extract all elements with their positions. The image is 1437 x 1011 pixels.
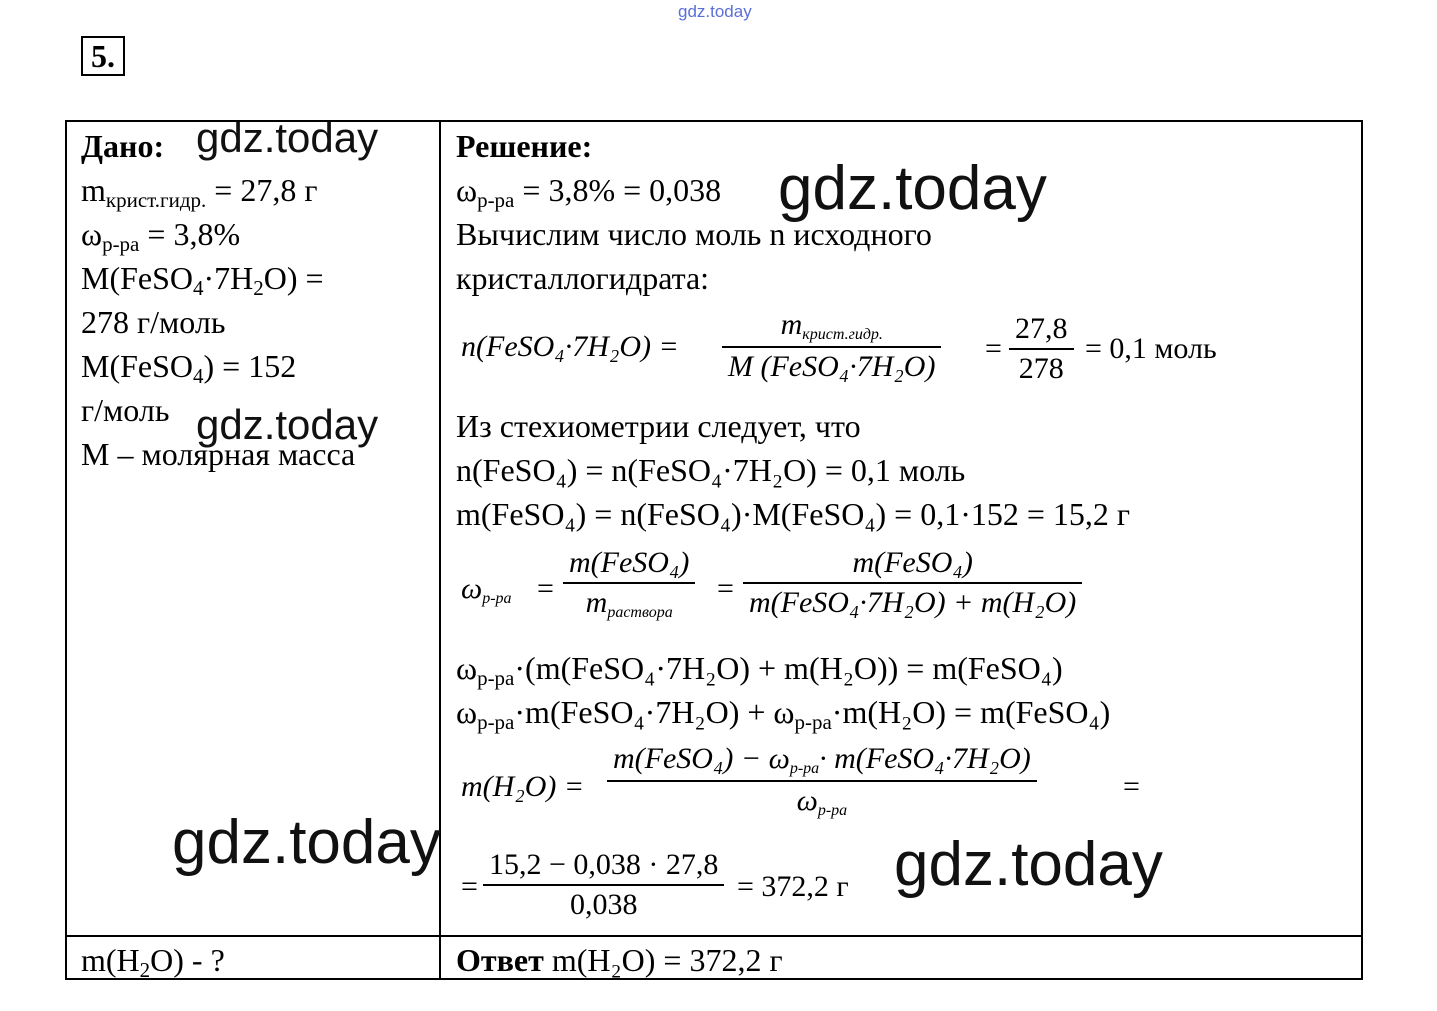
eq2-left: ωр-ра	[461, 572, 512, 607]
eq1-fraction-2: 27,8 278	[1009, 312, 1074, 386]
solution-line-2: Вычислим число моль n исходного	[456, 216, 932, 252]
solution-line-5: n(FeSO₄) = n(FeSO₄·7H₂O) = 0,1 моль	[456, 452, 966, 488]
watermark-top: gdz.today	[678, 2, 752, 21]
watermark: gdz.today	[778, 154, 1047, 223]
solution-line-8: $\omega_{р-ра}\cdot m(FeSO_4\cdot 7H_2O) + \omega_{р-ра}\cdot m(H_2O)$ = m(FeSO₄)	[456, 694, 1111, 734]
eq2-equals-2: =	[717, 572, 734, 605]
answer: Ответ m(H₂O) = 372,2 г	[456, 942, 783, 978]
watermark: gdz.today	[196, 114, 379, 161]
watermark: gdz.today	[172, 808, 441, 877]
eq2-equals-1: =	[537, 572, 554, 605]
given-molar-mass-hydrate: $M(FeSO_4\cdot 7H_2O)$ =	[81, 260, 324, 300]
eq4-result: = 372,2 г	[737, 870, 849, 903]
eq2-fraction-2: m(FeSO₄) m(FeSO₄·7H₂O) + m(H₂O)	[743, 546, 1082, 620]
eq3-left: m(H₂O) =	[461, 770, 585, 803]
solution-line-3: кристаллогидрата:	[456, 260, 710, 296]
eq1-result: = 0,1 моль	[1085, 332, 1217, 365]
solution-title: Решение:	[456, 128, 593, 164]
solution-line-6: m(FeSO₄) = n(FeSO₄)·M(FeSO₄) = 0,1·152 = 15,2 г	[456, 496, 1131, 532]
given-title: Дано:	[81, 128, 165, 164]
eq2-fraction-1: m(FeSO₄) mраствора	[563, 546, 695, 622]
solution-line-4: Из стехиометрии следует, что	[456, 408, 861, 444]
eq3-equals: =	[1123, 770, 1140, 803]
given-mass: $m_{крист.гидр.} = 27,8$ г	[81, 172, 318, 212]
given-molar-mass-salt: M(FeSO$_4$) = 152	[81, 348, 297, 388]
eq1-fraction-1: mкрист.гидр. M (FeSO₄·7H₂O)	[722, 308, 941, 384]
given-mass-fraction: $\omega_{р-ра} = 3,8\%$	[81, 216, 241, 256]
given-molar-mass-hydrate-value: 278 г/моль	[81, 304, 226, 340]
given-molar-mass-salt-unit: г/моль	[81, 392, 170, 428]
task-number: 5.	[81, 36, 125, 76]
watermark: gdz.today	[196, 401, 379, 448]
eq4-pre: =	[461, 870, 478, 903]
eq1-equals: =	[985, 332, 1002, 365]
eq4-fraction: 15,2 − 0,038 · 27,8 0,038	[483, 848, 724, 922]
watermark: gdz.today	[894, 830, 1163, 899]
solution-line-1: $\omega_{р-ра} = 3,8\% = 0,038$	[456, 172, 722, 212]
find-question: $m(H_2O)$ - ?	[81, 942, 225, 982]
row-divider	[67, 935, 1361, 937]
eq3-fraction: m(FeSO₄) − ωр-ра· m(FeSO₄·7H₂O) ωр-ра	[607, 742, 1037, 820]
given-note: M – молярная масса	[81, 436, 356, 472]
eq1-left: n(FeSO₄·7H₂O) =	[461, 330, 679, 363]
solution-line-7: $\omega_{р-ра}\cdot(m(FeSO_4\cdot 7H_2O) + m(H_2O))$ = m(FeSO₄)	[456, 650, 1063, 690]
